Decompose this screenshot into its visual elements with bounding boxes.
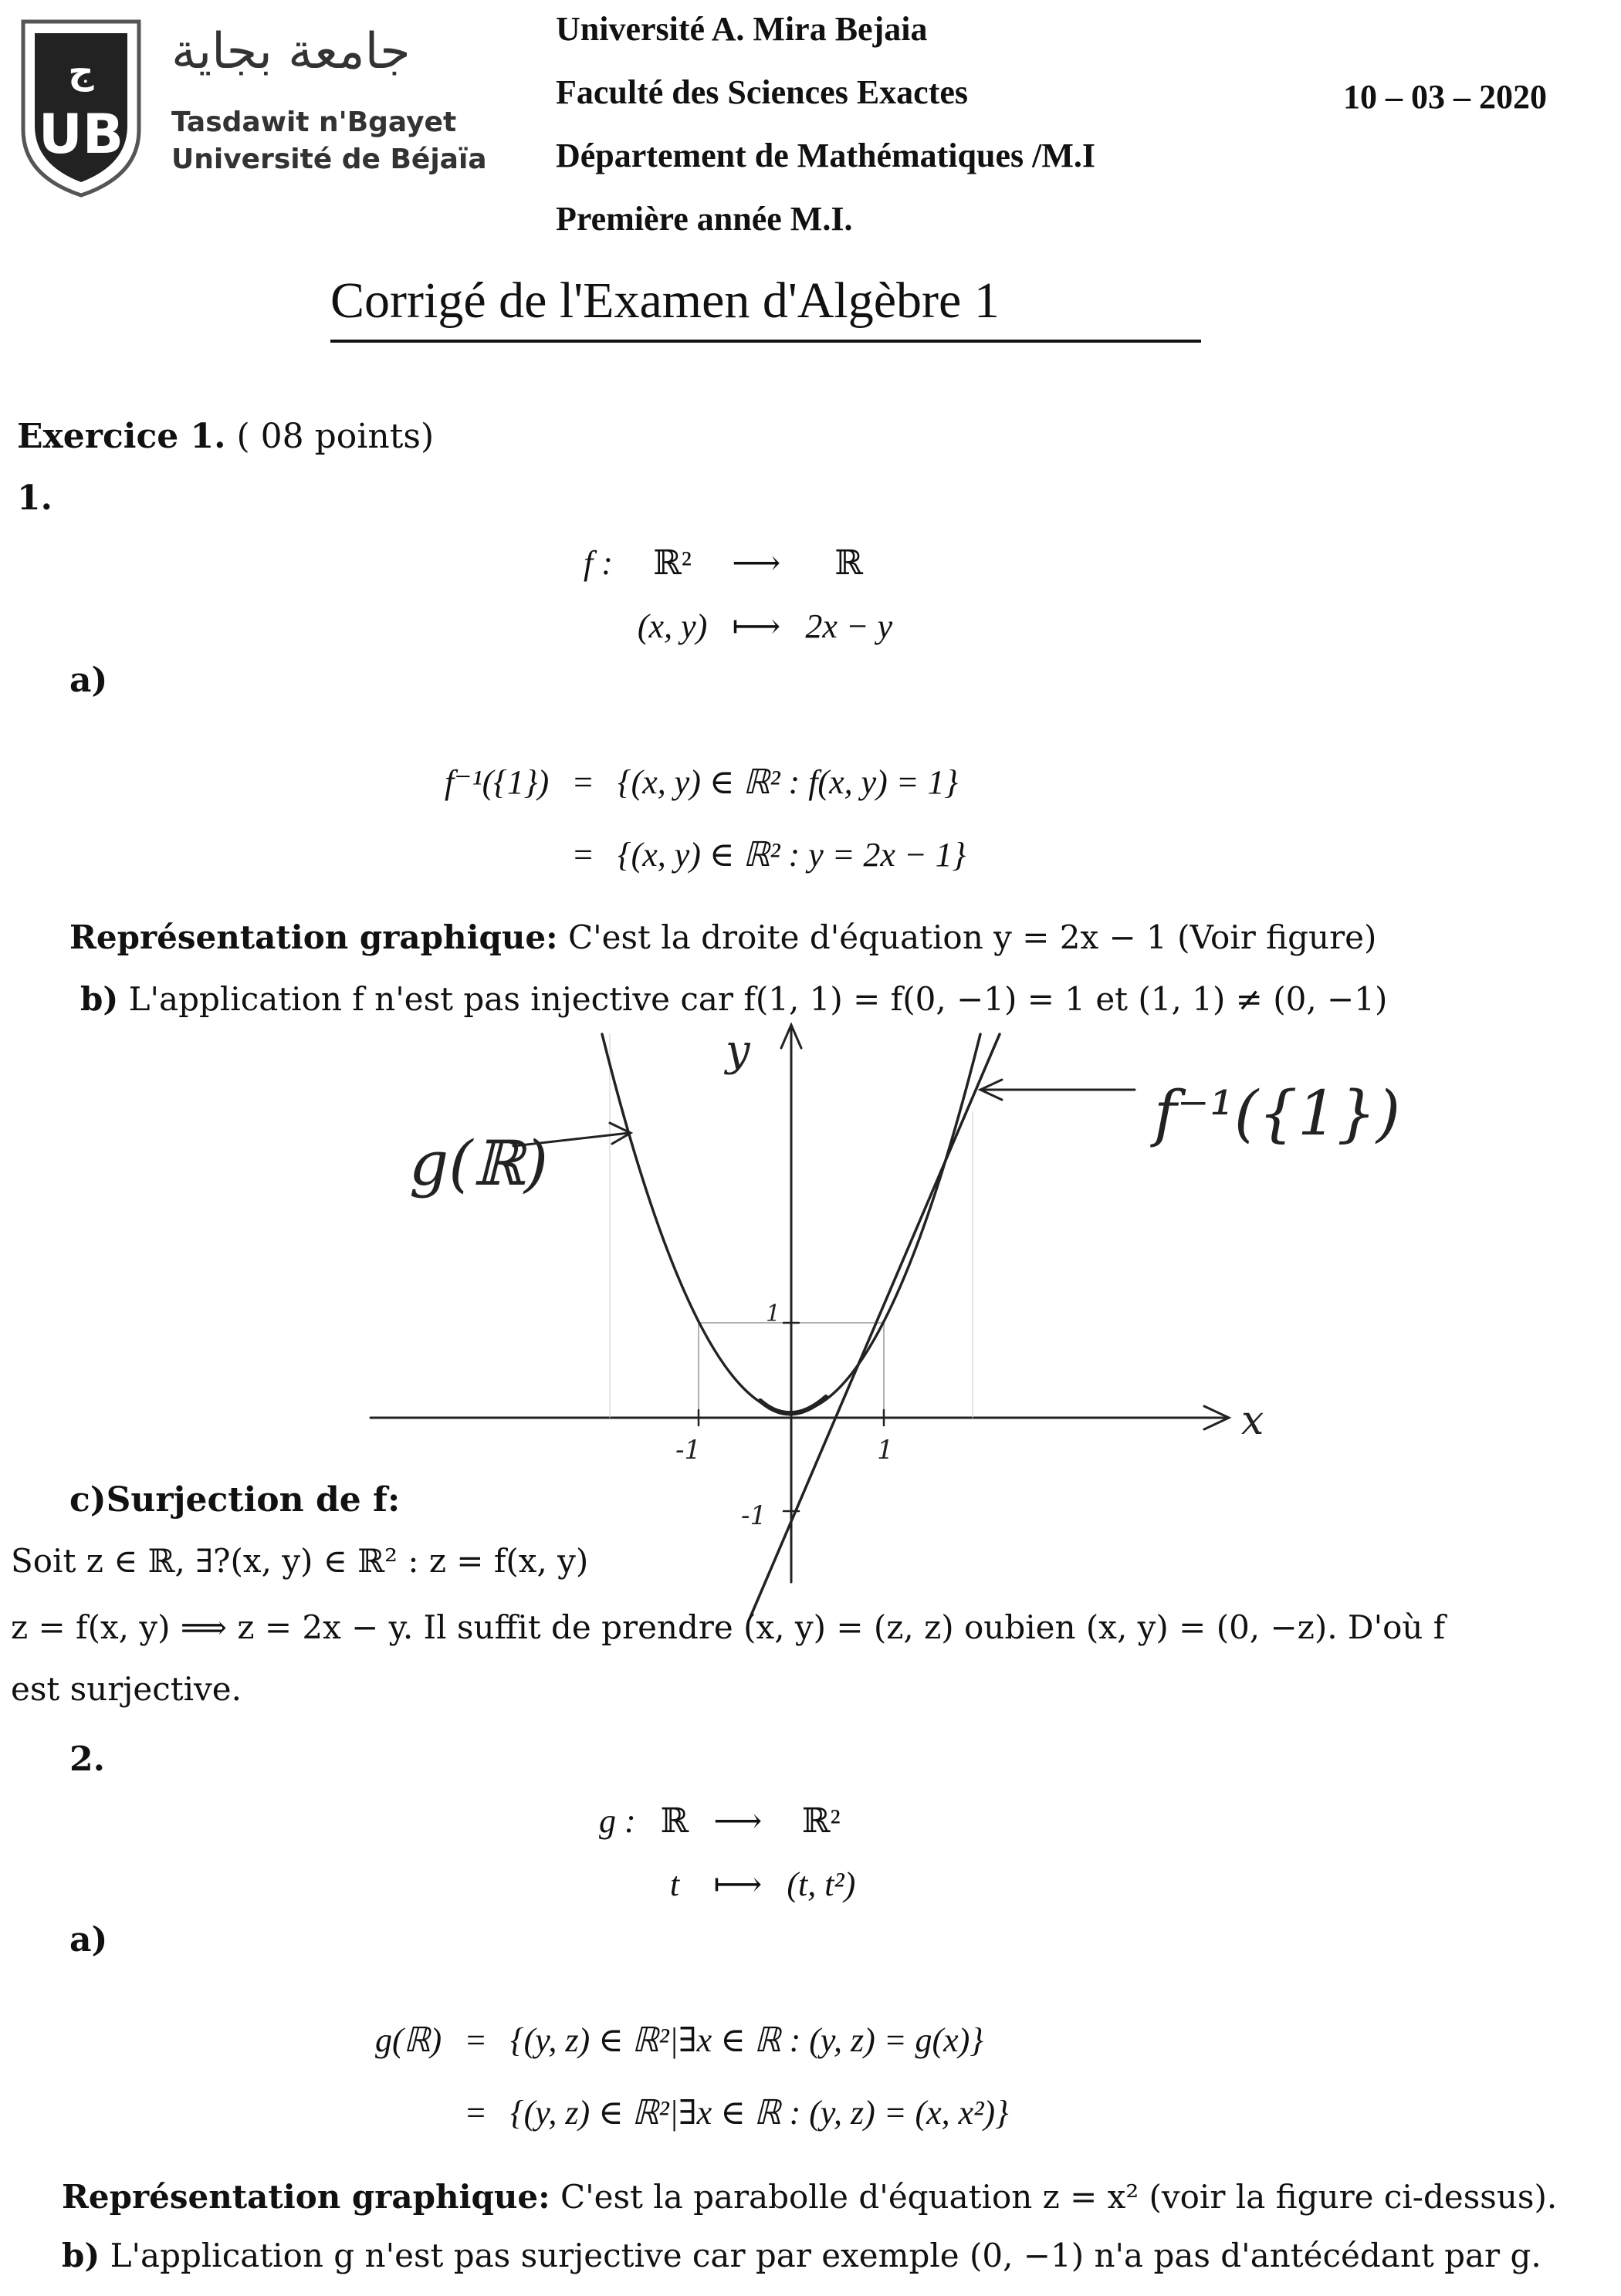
- f-name: f :: [584, 543, 613, 582]
- image-line2: {(y, z) ∈ ℝ²|∃x ∈ ℝ : (y, z) = (x, x²)}: [509, 2093, 1009, 2132]
- g-name: g :: [599, 1801, 636, 1840]
- part1-c-line3: est surjective.: [11, 1670, 242, 1708]
- logo-shield-icon: [15, 14, 147, 199]
- repr1: Représentation graphique: C'est la droite d'équation y = 2x − 1 (Voir figure): [69, 918, 1377, 956]
- image-eq2: =: [466, 2093, 486, 2132]
- page-title: Corrigé de l'Examen d'Algèbre 1: [330, 272, 1000, 329]
- function-graph: [355, 1011, 1401, 1605]
- header-university: Université A. Mira Bejaia: [556, 10, 928, 48]
- label-line: f⁻¹({1}): [1154, 1077, 1401, 1149]
- part1-b: b) L'application f n'est pas injective car f(1, 1) = f(0, −1) = 1 et (1, 1) ≠ (0, −1): [80, 980, 1388, 1018]
- line-y-2x-1: [749, 1034, 1000, 1621]
- university-logo: [15, 14, 147, 199]
- image-line1: {(y, z) ∈ ℝ²|∃x ∈ ℝ : (y, z) = g(x)}: [509, 2020, 983, 2059]
- preimage-line1: {(x, y) ∈ ℝ² : f(x, y) = 1}: [617, 763, 959, 801]
- part1-a-label: a): [69, 661, 108, 700]
- f-mapsto: ⟼: [732, 607, 781, 645]
- preimage-lhs: f⁻¹({1}): [445, 763, 550, 801]
- exercise-heading: Exercice 1. ( 08 points): [17, 417, 435, 456]
- tick-label-pos1: 1: [877, 1435, 894, 1466]
- g-definition: [587, 1789, 868, 1916]
- preimage-line2: {(x, y) ∈ ℝ² : y = 2x − 1}: [617, 835, 966, 874]
- axis-y-label: y: [726, 1026, 750, 1076]
- header-department: Département de Mathématiques /M.I: [556, 137, 1095, 174]
- title-underline: [330, 340, 1201, 343]
- f-domain: ℝ²: [653, 543, 692, 582]
- image-equation: [363, 2004, 1021, 2149]
- f-variable: (x, y): [637, 607, 708, 645]
- part2-a-label: a): [69, 1920, 108, 1960]
- g-expression: (t, t²): [787, 1865, 856, 1903]
- part1-c-line1: Soit z ∈ ℝ, ∃?(x, y) ∈ ℝ² : z = f(x, y): [11, 1542, 589, 1580]
- header-date: 10 – 03 – 2020: [1343, 78, 1547, 116]
- g-domain: ℝ: [660, 1801, 689, 1840]
- part2-b: b) L'application g n'est pas surjective car par exemple (0, −1) n'a pas d'antécédant par g.: [62, 2237, 1541, 2274]
- preimage-eq1: =: [574, 763, 593, 801]
- header-year: Première année M.I.: [556, 200, 853, 238]
- graph-svg: [355, 1011, 1401, 1605]
- image-eq1: =: [466, 2020, 486, 2059]
- svg-text:UB: UB: [38, 103, 124, 166]
- header-faculty: Faculté des Sciences Exactes: [556, 73, 968, 111]
- g-arrow: ⟶: [713, 1801, 763, 1840]
- g-variable: t: [669, 1865, 680, 1903]
- svg-text:ﺝ: ﺝ: [68, 50, 94, 92]
- repr2: Représentation graphique: C'est la parabolle d'équation z = x² (voir la figure ci-dessus).: [62, 2178, 1558, 2216]
- tick-label-yneg1: -1: [741, 1500, 767, 1531]
- g-codomain: ℝ²: [801, 1801, 841, 1840]
- part1-c-line2: z = f(x, y) ⟹ z = 2x − y. Il suffit de prendre (x, y) = (z, z) oubien (x, y) = (0, −z). D'où f: [11, 1608, 1446, 1646]
- label-parabola: g(ℝ): [409, 1128, 549, 1199]
- logo-latin-line1: Tasdawit n'Bgayet: [171, 107, 457, 138]
- logo-latin-line2: Université de Béjaïa: [171, 144, 487, 175]
- f-codomain: ℝ: [834, 543, 863, 582]
- part2-label: 2.: [69, 1740, 105, 1779]
- tick-label-neg1: -1: [675, 1435, 702, 1466]
- part1-label: 1.: [17, 478, 52, 518]
- tick-label-y1: 1: [766, 1300, 781, 1327]
- f-expression: 2x − y: [805, 607, 893, 645]
- logo-arabic-text: جامعة بجاية: [171, 23, 411, 80]
- preimage-equation: [432, 746, 978, 891]
- axis-x-label: x: [1241, 1398, 1264, 1444]
- image-lhs: g(ℝ): [375, 2020, 442, 2059]
- f-definition: [571, 531, 905, 658]
- parabola-vertex-shading: [760, 1397, 826, 1413]
- f-arrow: ⟶: [732, 543, 781, 582]
- part1-c-label: c)Surjection de f:: [69, 1480, 401, 1520]
- preimage-eq2: =: [574, 835, 593, 874]
- g-mapsto: ⟼: [713, 1865, 763, 1903]
